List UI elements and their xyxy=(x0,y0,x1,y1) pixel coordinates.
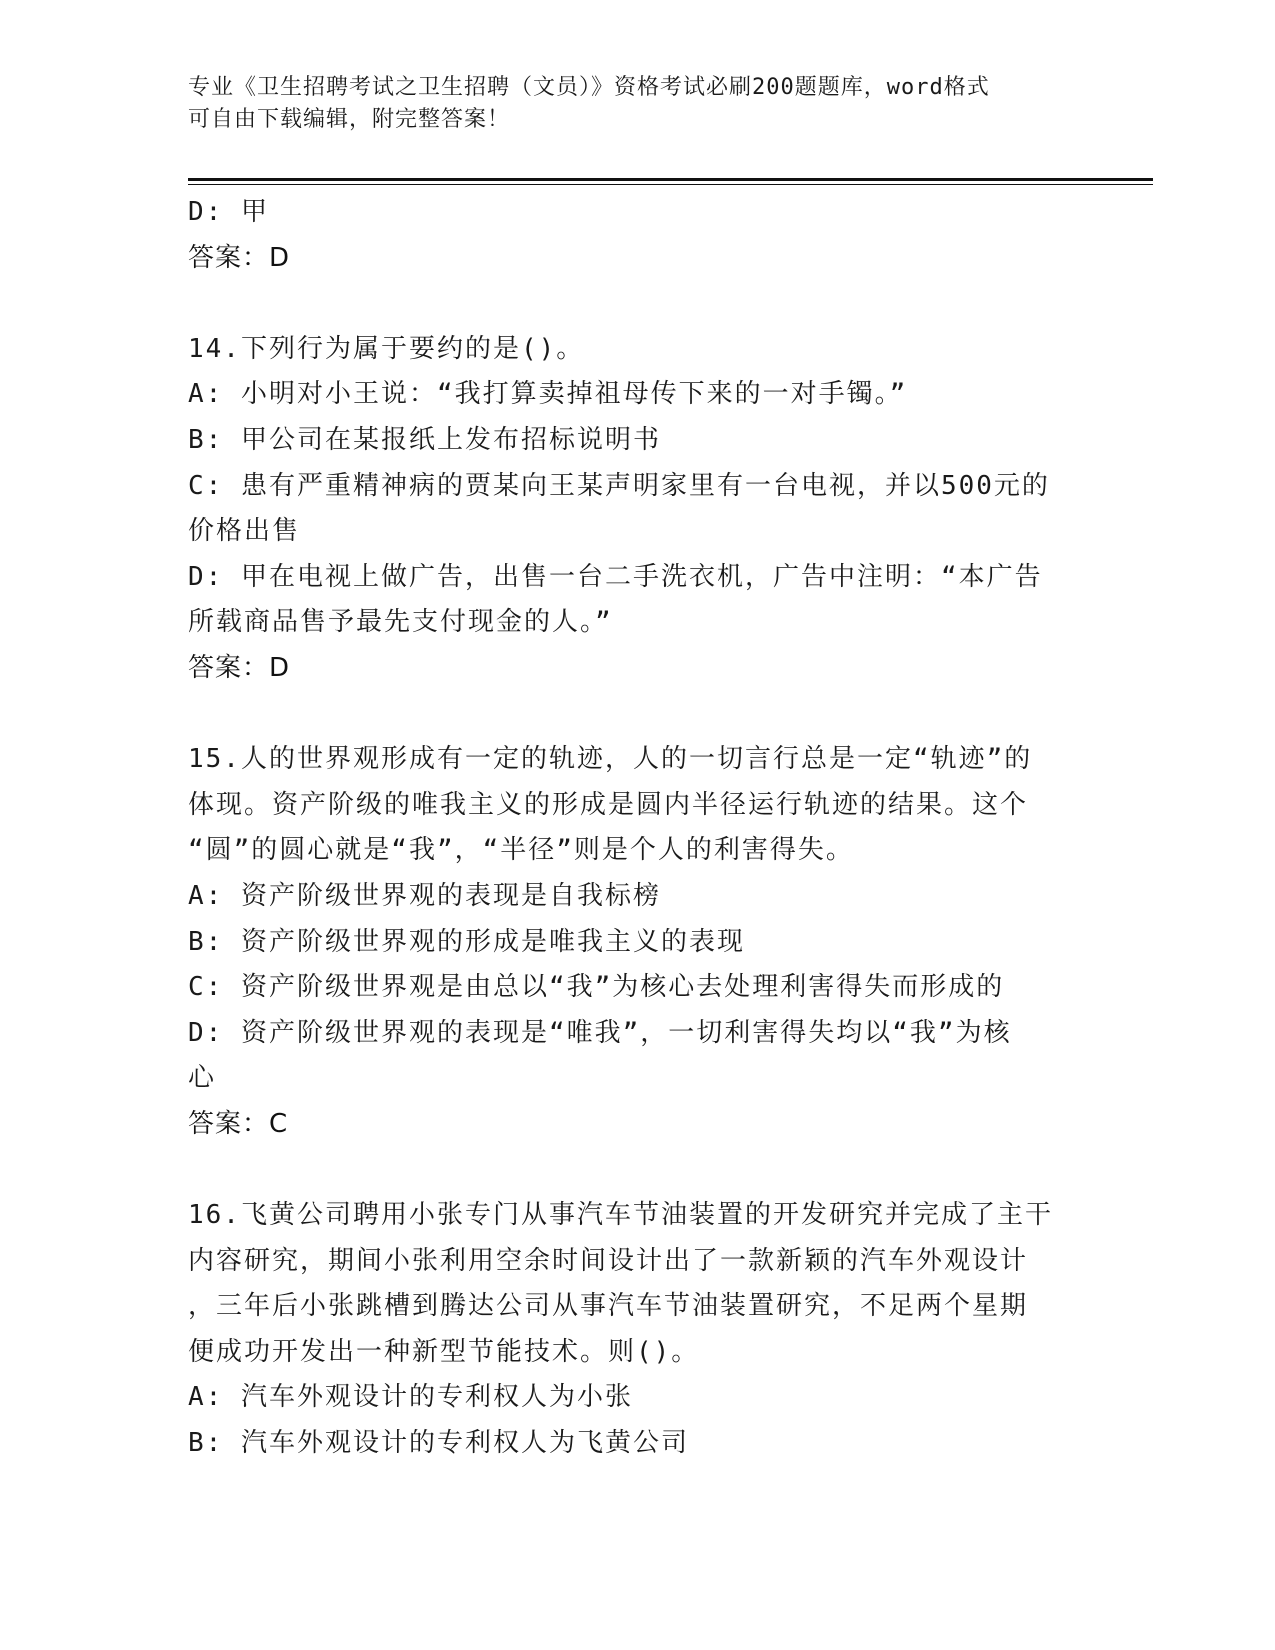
q15-option-c: C: 资产阶级世界观是由总以“我”为核心去处理利害得失而形成的 xyxy=(188,972,1005,1003)
q15-option-d-line-2: 心 xyxy=(188,1063,217,1094)
q16-stem-line-2: 内容研究，期间小张利用空余时间设计出了一款新颖的汽车外观设计 xyxy=(188,1245,1029,1276)
q16-stem-line-3: ，三年后小张跳槽到腾达公司从事汽车节油装置研究，不足两个星期 xyxy=(188,1291,1029,1322)
q15-stem-line-1: 15.人的世界观形成有一定的轨迹，人的一切言行总是一定“轨迹”的 xyxy=(188,744,1033,775)
q14-option-b: B: 甲公司在某报纸上发布招标说明书 xyxy=(188,424,661,455)
q13-answer: 答案：D xyxy=(188,242,291,273)
spacer xyxy=(188,281,1088,327)
q14-option-d-line-2: 所载商品售予最先支付现金的人。” xyxy=(188,607,613,638)
q15-stem-line-3: “圆”的圆心就是“我”，“半径”则是个人的利害得失。 xyxy=(188,835,854,866)
question-13-tail xyxy=(188,190,1088,281)
header-line-2: 可自由下载编辑，附完整答案！ xyxy=(188,107,511,132)
q15-option-d-line-1: D: 资产阶级世界观的表现是“唯我”，一切利害得失均以“我”为核 xyxy=(188,1017,1012,1048)
question-content xyxy=(188,190,1088,1467)
q16-option-b: B: 汽车外观设计的专利权人为飞黄公司 xyxy=(188,1428,689,1459)
q16-option-a: A: 汽车外观设计的专利权人为小张 xyxy=(188,1382,633,1413)
question-15 xyxy=(188,737,1088,1147)
spacer xyxy=(188,1147,1088,1193)
question-14 xyxy=(188,327,1088,692)
q14-stem: 14.下列行为属于要约的是()。 xyxy=(188,333,585,364)
header-rule-thick xyxy=(188,178,1153,181)
q13-option-d: D: 甲 xyxy=(188,197,269,227)
q15-stem-line-2: 体现。资产阶级的唯我主义的形成是圆内半径运行轨迹的结果。这个 xyxy=(188,789,1029,820)
q16-stem-line-1: 16.飞黄公司聘用小张专门从事汽车节油装置的开发研究并完成了主干 xyxy=(188,1200,1053,1231)
q15-option-a: A: 资产阶级世界观的表现是自我标榜 xyxy=(188,880,661,911)
q14-option-c-line-2: 价格出售 xyxy=(188,516,301,547)
q14-option-c-line-1: C: 患有严重精神病的贾某向王某声明家里有一台电视，并以500元的 xyxy=(188,470,1050,501)
q15-answer: 答案：C xyxy=(188,1108,289,1139)
q14-answer: 答案：D xyxy=(188,652,291,683)
spacer xyxy=(188,692,1088,738)
q14-option-a: A: 小明对小王说：“我打算卖掉祖母传下来的一对手镯。” xyxy=(188,379,908,410)
header-line-1: 专业《卫生招聘考试之卫生招聘（文员）》资格考试必刷200题题库，word格式 xyxy=(188,75,990,100)
q15-option-b: B: 资产阶级世界观的形成是唯我主义的表现 xyxy=(188,926,745,957)
q16-stem-line-4: 便成功开发出一种新型节能技术。则()。 xyxy=(188,1336,700,1367)
document-header xyxy=(188,72,1088,136)
question-16 xyxy=(188,1193,1088,1467)
header-rule-thin xyxy=(188,184,1153,185)
q14-option-d-line-1: D: 甲在电视上做广告，出售一台二手洗衣机，广告中注明：“本广告 xyxy=(188,561,1043,592)
